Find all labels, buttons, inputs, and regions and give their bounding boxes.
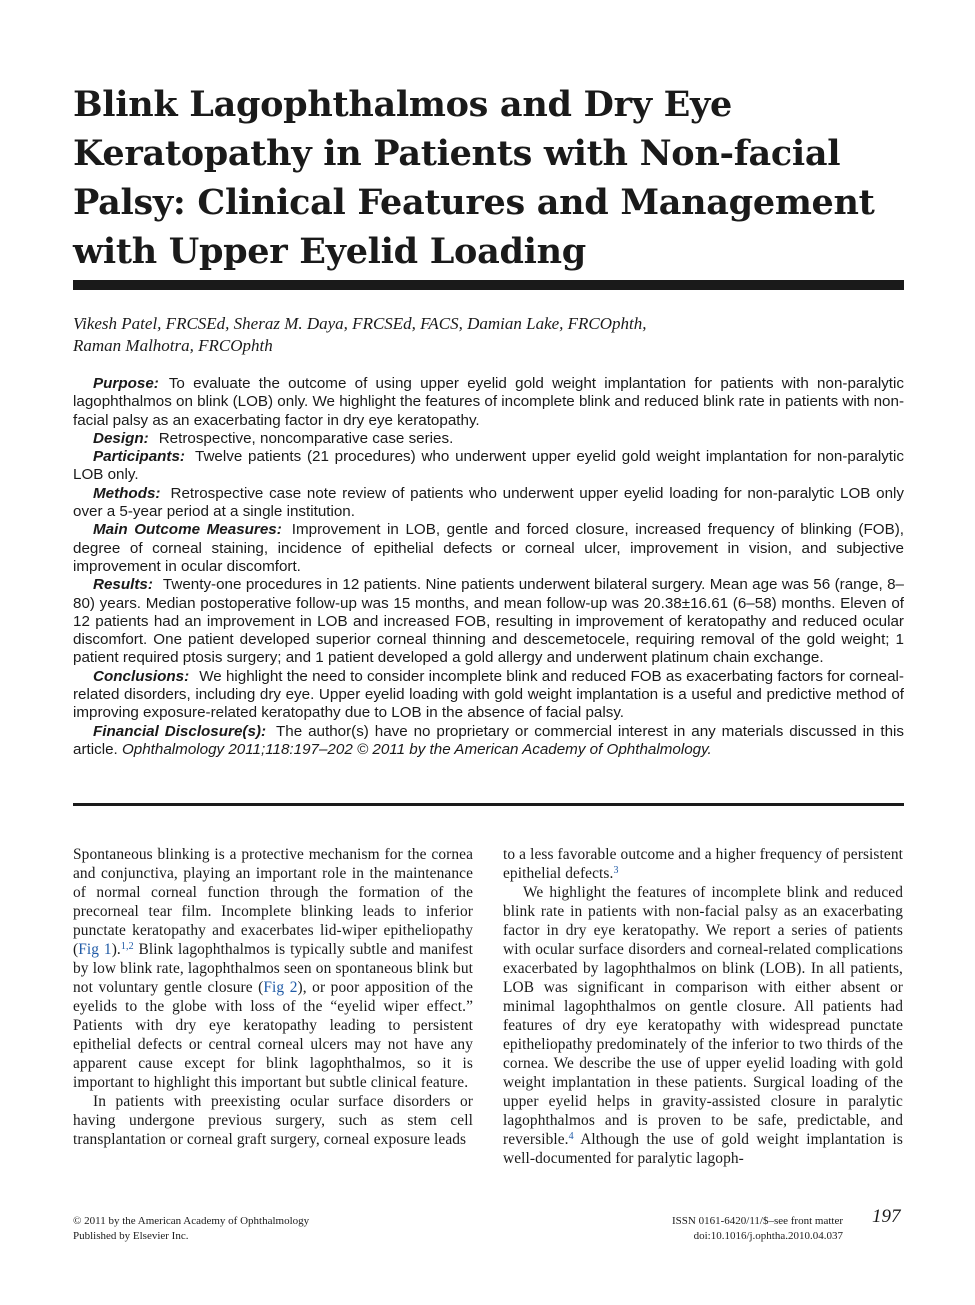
figure-2-link[interactable]: Fig 2 [263,979,298,996]
abstract-rule [73,803,904,806]
section-text: To evaluate the outcome of using upper eyelid gold weight implantation for patients with non-paralytic lagophthalmos on blink (LOB) only. We highlight the features of incomplete blink and reduced blink rate in patients with non-facial palsy as an exacerbating factor in dry eye keratopathy. [73,375,905,429]
abstract-participants [73,448,904,485]
section-label: Purpose: [93,375,159,392]
section-label: Design: [93,429,149,447]
reference-link[interactable]: 4 [568,1131,574,1142]
body-paragraph [503,883,903,1168]
section-text: The author(s) have no proprietary or commercial interest in any materials discussed in this article. [73,722,904,758]
abstract-results [73,576,904,667]
title-line: Blink Lagophthalmos and Dry Eye [73,84,733,125]
section-text: Improvement in LOB, gentle and forced closure, increased frequency of blinking (FOB), degree of corneal staining, incidence of epithelial defects or corneal ulcer, improvement in vision, and subjective improvement in ocular discomfort. [73,521,904,575]
body-text: We highlight the features of incomplete blink and reduced blink rate in patients with non-facial palsy as an exacerbating factor in dry eye keratopathy. We report a series of patients with ocular surface disorders and corneal-related complications exacerbated by lagophthalmos on blink (LOB). In all patients, LOB was significant in comparison with either absent or minimal lagophthalmos on gentle closure. All patients had features of dry eye keratopathy with widespread punctate epitheliopathy predominately of the inferior to two thirds of the cornea. We describe the use of upper eyelid loading with gold weight implantation in these patients. Surgical loading of the upper eyelid helps in gravity-assisted closure in paralytic lagophthalmos and is proven to be safe, predictable, and reversible. [503,884,903,1148]
body-text: Although the use of gold weight implantation is well-documented for paralytic lagoph- [503,1131,903,1167]
body-text: Blink lagophthalmos is typically subtle and manifest by low blink rate, lagophthalmos seen on spontaneous blink but not voluntary gentle closure ( [73,941,473,996]
body-text: Spontaneous blinking is a protective mechanism for the cornea and conjunctiva, playing an important role in the maintenance of normal corneal function through the formation of the precorneal tear film. Incomplete blinking leads to inferior punctate keratopathy and exacerbates lid-wiper epitheliopathy ( [73,846,473,958]
body-column-right [503,845,903,1168]
abstract-design [73,430,904,448]
section-label: Financial Disclosure(s): [93,722,267,740]
abstract-methods [73,485,904,522]
section-label: Participants: [93,448,185,466]
section-label: Main Outcome Measures: [93,521,282,539]
abstract-outcome-measures [73,521,904,576]
body-column-left [73,845,473,1149]
section-label: Methods: [93,484,161,502]
abstract-purpose [73,375,904,430]
footer-line: © 2011 by the American Academy of Ophthalmology [73,1215,310,1227]
footer-issn [600,1214,843,1244]
reference-link[interactable]: 3 [613,865,619,876]
body-paragraph [73,845,473,1092]
section-text: Twelve patients (21 procedures) who underwent upper eyelid gold weight implantation for non-paralytic LOB only. [73,448,904,484]
abstract-disclosure [73,723,904,760]
footer-line: ISSN 0161-6420/11/$–see front matter [672,1215,843,1227]
title-line: with Upper Eyelid Loading [73,231,586,272]
body-text: ), or poor apposition of the eyelids to the globe with loss of the “eyelid wiper effect.” Patients with dry eye keratopathy leading to persistent epithelial defects or central corneal ulcers may not have any apparent cause except for blink lagophthalmos, so it is important to highlight this important but subtle clinical feature. [73,979,474,1091]
section-text: Twenty-one procedures in 12 patients. Nine patients underwent bilateral surgery. Mean age was 56 (range, 8–80) years. Median postoperative follow-up was 15 months, and mean follow-up was 20.38±16.61 (6–58) months. Eleven of 12 patients had an improvement in LOB and increased FOB, resulting in improvement of keratopathy and reduced ocular discomfort. One patient developed superior corneal thinning and descemetocele, requiring removal of the gold weight; 1 patient required ptosis surgery; and 1 patient developed a gold allergy and underwent platinum chain exchange. [73,576,904,667]
section-text: We highlight the need to consider incomplete blink and reduced FOB as exacerbating factors for corneal-related disorders, including dry eye. Upper eyelid loading with gold weight implantation is a useful and predictive method of improving exposure-related keratopathy due to LOB in the absence of facial palsy. [73,667,904,722]
page-number: 197 [872,1206,901,1227]
section-label: Results: [93,576,153,594]
title-line: Palsy: Clinical Features and Management [73,182,875,223]
journal-citation: Ophthalmology 2011;118:197–202 © 2011 by the American Academy of Ophthalmology. [121,740,712,758]
author-list [73,313,904,357]
author-line: Raman Malhotra, FRCOphth [73,336,273,355]
body-paragraph: In patients with preexisting ocular surface disorders or having undergone previous surgery, such as stem cell transplantation or corneal graft surgery, corneal exposure leads [73,1093,473,1148]
footer-doi: doi:10.1016/j.ophtha.2010.04.037 [693,1230,843,1242]
section-label: Conclusions: [93,667,190,685]
abstract [73,375,904,759]
figure-1-link[interactable]: Fig 1 [78,941,112,958]
body-text: ). [111,941,121,958]
article-title [73,80,913,276]
title-rule [73,280,904,290]
body-text: to a less favorable outcome and a higher frequency of persistent epithelial defects. [503,846,903,882]
section-text: Retrospective, noncomparative case series. [158,429,454,447]
abstract-conclusions [73,668,904,723]
section-text: Retrospective case note review of patients who underwent upper eyelid loading for non-paralytic LOB only over a 5-year period at a single institution. [73,484,904,521]
title-line: Keratopathy in Patients with Non-facial [73,133,841,174]
reference-link[interactable]: 1,2 [120,941,134,952]
footer-line: Published by Elsevier Inc. [73,1230,189,1242]
author-line: Vikesh Patel, FRCSEd, Sheraz M. Daya, FRCSEd, FACS, Damian Lake, FRCOphth, [73,314,647,333]
footer-copyright [73,1214,309,1244]
body-paragraph [503,845,903,883]
